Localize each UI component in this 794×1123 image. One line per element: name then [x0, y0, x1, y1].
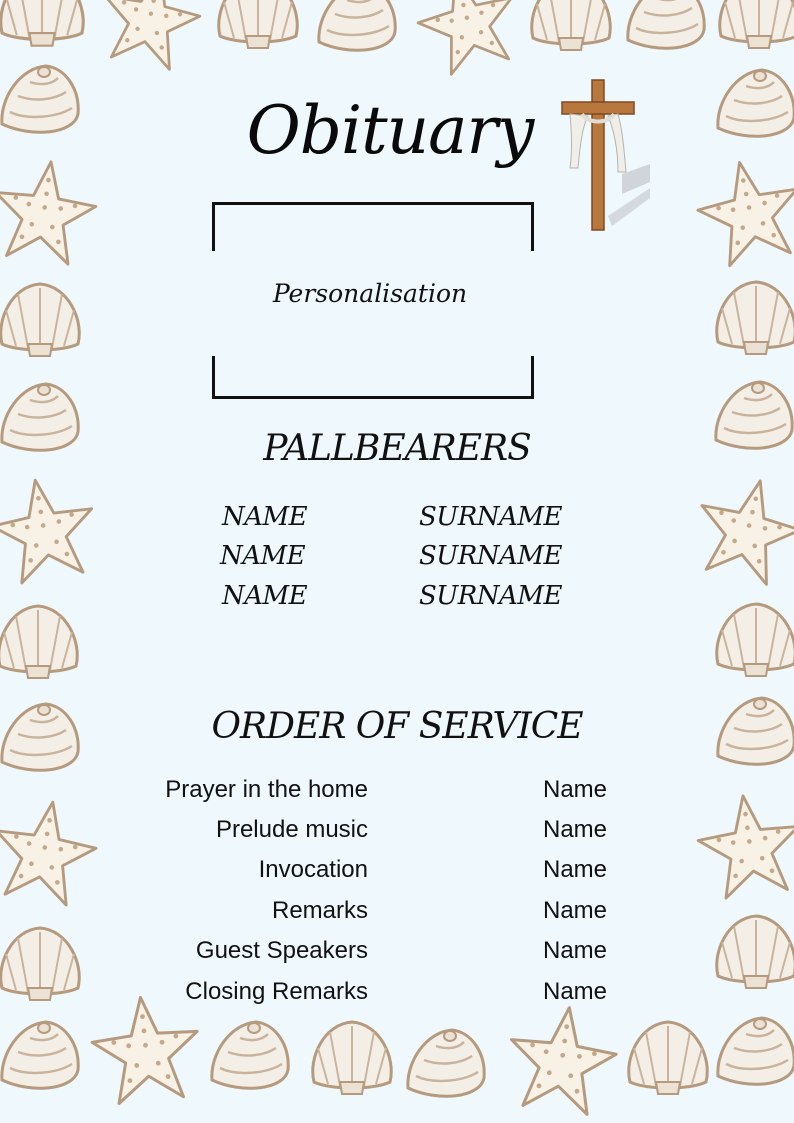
- cross-icon: [558, 76, 654, 234]
- service-person: Name: [543, 978, 608, 1005]
- pallbearer-row: [0, 581, 794, 621]
- service-row: [0, 937, 794, 977]
- service-person: Name: [543, 937, 608, 964]
- pallbearer-surname: SURNAME: [419, 502, 562, 532]
- service-row: [0, 776, 794, 816]
- service-row: [0, 978, 794, 1018]
- pallbearer-row: [0, 541, 794, 581]
- personalisation-frame-bottom: [212, 356, 534, 399]
- pallbearer-name: NAME: [222, 581, 308, 611]
- service-person: Name: [543, 776, 608, 803]
- personalisation-text: Personalisation: [272, 279, 468, 308]
- service-item: Guest Speakers: [195, 937, 368, 964]
- service-item: Remarks: [271, 897, 368, 924]
- pallbearers-heading: PALLBEARERS: [263, 428, 531, 469]
- service-item: Prayer in the home: [165, 776, 368, 803]
- personalisation-frame-top: [212, 202, 534, 251]
- service-person: Name: [543, 856, 608, 883]
- document-title: Obituary: [246, 92, 534, 169]
- pallbearer-surname: SURNAME: [419, 581, 562, 611]
- pallbearer-name: NAME: [220, 541, 306, 571]
- pallbearer-name: NAME: [222, 502, 308, 532]
- service-row: [0, 897, 794, 937]
- service-item: Prelude music: [215, 816, 368, 843]
- pallbearer-surname: SURNAME: [419, 541, 562, 571]
- pallbearer-row: [0, 502, 794, 542]
- service-row: [0, 816, 794, 856]
- service-item: Invocation: [258, 856, 368, 883]
- order-of-service-heading: ORDER OF SERVICE: [211, 706, 583, 747]
- service-item: Closing Remarks: [185, 978, 368, 1005]
- service-row: [0, 856, 794, 896]
- service-person: Name: [543, 816, 608, 843]
- service-person: Name: [543, 897, 608, 924]
